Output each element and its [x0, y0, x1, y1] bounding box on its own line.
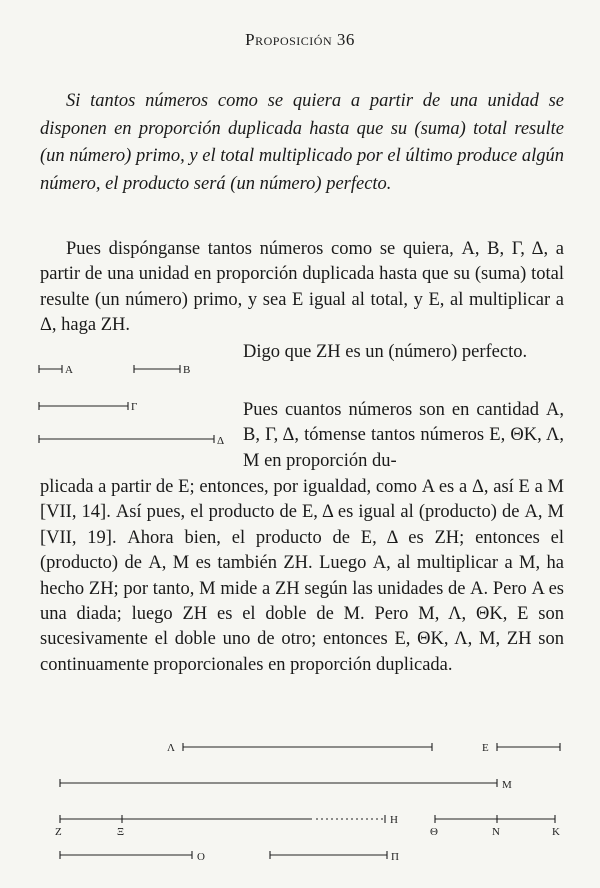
label-lambda: Λ	[167, 742, 175, 754]
label-o: Ο	[197, 851, 205, 863]
label-m: Μ	[502, 779, 512, 791]
paragraph-construction: Pues cuantos números son en cantidad Α, Β, Γ, Δ, tómense tantos números Ε, ΘΚ, Λ, Μ en proporción du-	[243, 400, 564, 471]
label-a: Α	[65, 364, 73, 376]
label-b: Β	[183, 364, 191, 376]
label-h: Η	[390, 814, 398, 826]
label-theta: Θ	[430, 826, 438, 838]
page-heading: Proposición 36	[245, 30, 355, 49]
label-d: Δ	[217, 435, 225, 446]
proposition-statement: Si tantos números como se quiera a partir de una unidad se disponen en proporción duplicada hasta que su (suma) total resulte (un número) primo, y el total multiplicado por el último produce algún número, el producto será (un número) perfecto.	[40, 91, 564, 194]
label-pi: Π	[391, 851, 399, 863]
label-k: Κ	[552, 826, 560, 838]
label-g: Γ	[131, 401, 138, 413]
figure-lines-a-d	[36, 356, 236, 446]
label-n: Ν	[492, 826, 500, 838]
paragraph-setup: Pues dispónganse tantos números como se quiera, Α, Β, Γ, Δ, a partir de una unidad en proporción duplicada hasta que su (suma) total resulte (un número) primo, y sea Ε igual al total, y Ε, al multiplicar a Δ, haga ΖΗ.	[40, 239, 564, 336]
label-e: Ε	[482, 742, 489, 754]
figure-lines-proof	[40, 735, 580, 865]
paragraph-proof: plicada a partir de Ε; entonces, por igualdad, como Α es a Δ, así Ε a Μ [VII, 14]. Así pues, el producto de Ε, Δ es igual al (producto) de Α, Μ [VII, 19]. Ahora bien, el producto de Ε, Δ es ΖΗ; entonces el (producto) de Α, Μ es también ΖΗ. Luego Α, al multiplicar a Μ, ha hecho ΖΗ; por tanto, Μ mide a ΖΗ según las unidades de Α. Pero Α es una diada; luego ΖΗ es el doble de Μ. Pero Μ, Λ, ΘΚ, Ε son sucesivamente el doble uno de otro; entonces Ε, ΘΚ, Λ, Μ, ΖΗ son continuamente proporcionales en proporción duplicada.	[40, 477, 564, 675]
label-xi: Ξ	[117, 826, 125, 838]
paragraph-claim: Digo que ΖΗ es un (número) perfecto.	[243, 342, 528, 362]
label-z: Ζ	[55, 826, 62, 838]
